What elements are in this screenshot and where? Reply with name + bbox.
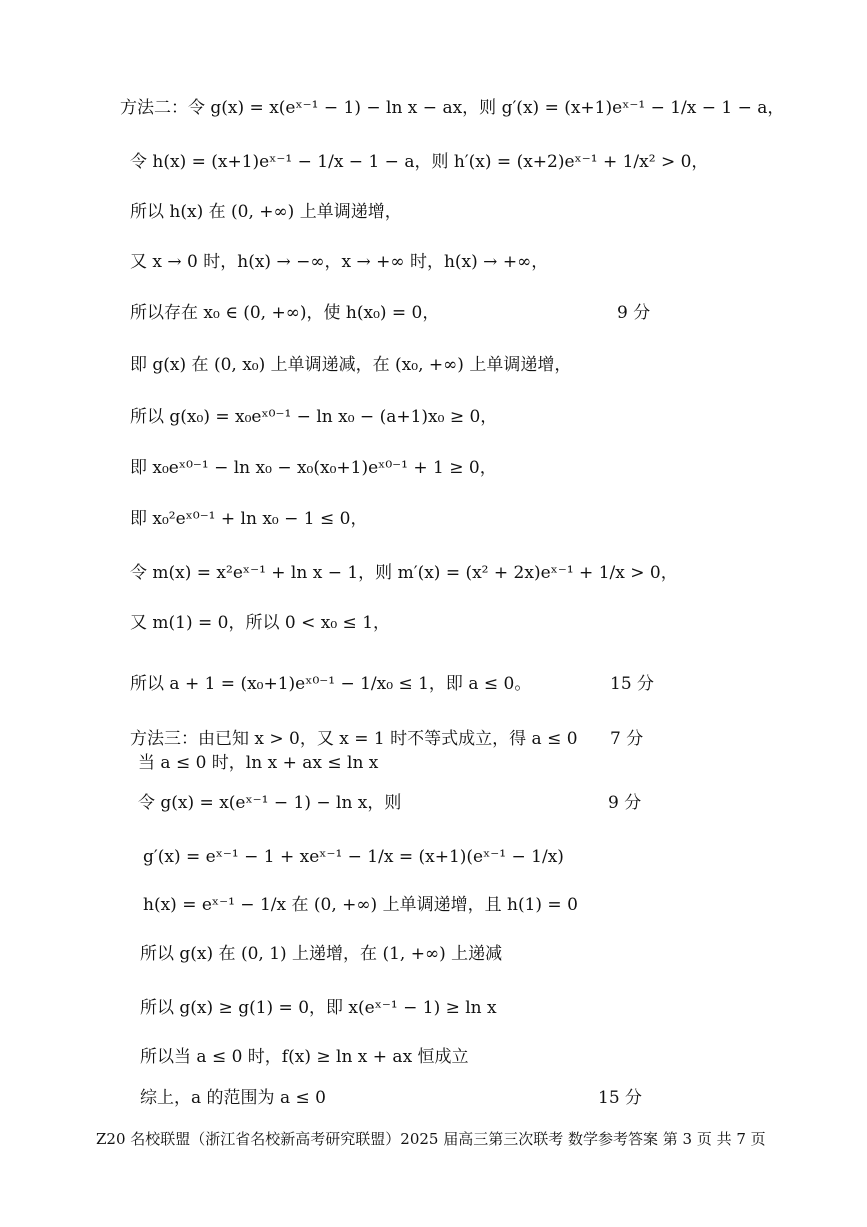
method2-line-9: 即 x₀²eˣ⁰⁻¹ + ln x₀ − 1 ≤ 0， bbox=[130, 509, 368, 529]
method2-line-3: 所以 h(x) 在 (0, +∞) 上单调递增， bbox=[130, 202, 402, 222]
method2-line-6: 即 g(x) 在 (0, x₀) 上单调递减，在 (x₀, +∞) 上单调递增， bbox=[130, 355, 572, 375]
page-footer: Z20 名校联盟（浙江省名校新高考研究联盟）2025 届高三第三次联考 数学参考答案 第 3 页 共 7 页 bbox=[96, 1130, 766, 1148]
score-7: 7 分 bbox=[610, 729, 644, 749]
method2-line-11: 又 m(1) = 0，所以 0 < x₀ ≤ 1， bbox=[130, 613, 391, 633]
score-9-a: 9 分 bbox=[617, 303, 651, 323]
method3-line-2: 当 a ≤ 0 时，ln x + ax ≤ ln x bbox=[138, 753, 379, 773]
method2-line-2: 令 h(x) = (x+1)eˣ⁻¹ − 1/x − 1 − a，则 h′(x) = (x+2)eˣ⁻¹ + 1/x² > 0， bbox=[130, 152, 709, 172]
method2-line-4: 又 x → 0 时，h(x) → −∞，x → +∞ 时，h(x) → +∞， bbox=[130, 252, 549, 272]
method3-line-4: g′(x) = eˣ⁻¹ − 1 + xeˣ⁻¹ − 1/x = (x+1)(eˣ⁻¹ − 1/x) bbox=[143, 847, 564, 867]
method3-line-3: 令 g(x) = x(eˣ⁻¹ − 1) − ln x，则 bbox=[138, 793, 402, 813]
method3-line-5: h(x) = eˣ⁻¹ − 1/x 在 (0, +∞) 上单调递增，且 h(1) = 0 bbox=[143, 895, 578, 915]
method3-line-1: 方法三：由已知 x > 0，又 x = 1 时不等式成立，得 a ≤ 0 bbox=[130, 729, 578, 749]
method2-line-12: 所以 a + 1 = (x₀+1)eˣ⁰⁻¹ − 1/x₀ ≤ 1，即 a ≤ 0。 bbox=[130, 674, 532, 694]
method2-line-7: 所以 g(x₀) = x₀eˣ⁰⁻¹ − ln x₀ − (a+1)x₀ ≥ 0， bbox=[130, 407, 498, 427]
method2-line-1: 方法二：令 g(x) = x(eˣ⁻¹ − 1) − ln x − ax，则 g′(x) = (x+1)eˣ⁻¹ − 1/x − 1 − a， bbox=[120, 98, 785, 118]
method3-line-9: 综上，a 的范围为 a ≤ 0 bbox=[140, 1088, 326, 1108]
method3-line-8: 所以当 a ≤ 0 时，f(x) ≥ ln x + ax 恒成立 bbox=[140, 1047, 469, 1067]
score-15-a: 15 分 bbox=[610, 674, 655, 694]
method3-line-7: 所以 g(x) ≥ g(1) = 0，即 x(eˣ⁻¹ − 1) ≥ ln x bbox=[140, 998, 497, 1018]
method2-line-8: 即 x₀eˣ⁰⁻¹ − ln x₀ − x₀(x₀+1)eˣ⁰⁻¹ + 1 ≥ 0， bbox=[130, 458, 497, 478]
method2-line-10: 令 m(x) = x²eˣ⁻¹ + ln x − 1，则 m′(x) = (x² + 2x)eˣ⁻¹ + 1/x > 0， bbox=[130, 563, 678, 583]
score-15-b: 15 分 bbox=[598, 1088, 643, 1108]
score-9-b: 9 分 bbox=[608, 793, 642, 813]
method2-line-5: 所以存在 x₀ ∈ (0, +∞)，使 h(x₀) = 0， bbox=[130, 303, 440, 323]
method3-line-6: 所以 g(x) 在 (0, 1) 上递增，在 (1, +∞) 上递减 bbox=[140, 944, 503, 964]
